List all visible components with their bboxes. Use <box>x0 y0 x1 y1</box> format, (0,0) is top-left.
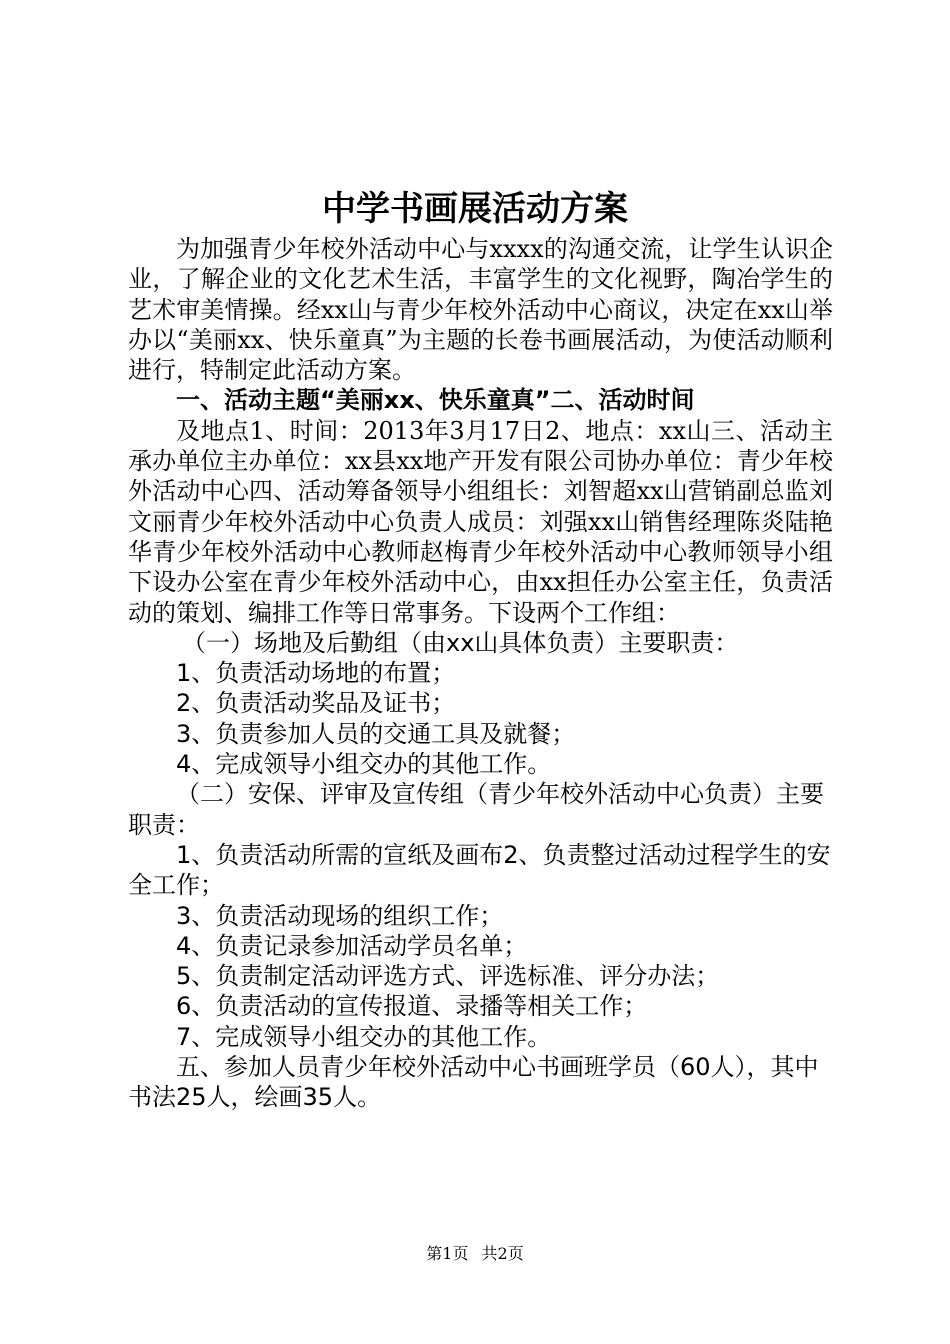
group-2-item: 4、负责记录参加活动学员名单； <box>176 931 528 960</box>
group-1-item: 1、负责活动场地的布置； <box>176 659 456 688</box>
group-2-item: 3、负责活动现场的组织工作； <box>176 901 504 930</box>
intro-paragraph: 为加强青少年校外活动中心与xxxx的沟通交流，让学生认识企业，了解企业的文化艺术生活，丰富学生的文化视野，陶冶学生的艺术审美情操。经xx山与青少年校外活动中心商议，决定在xx山举办以“美丽xx、快乐童真”为主题的长卷书画展活动，为使活动顺利进行，特制定此活动方案。 <box>128 235 833 385</box>
group-2-heading: （二）安保、评审及宣传组（青少年校外活动中心负责）主要职责： <box>128 780 824 839</box>
document-title: 中学书画展活动方案 <box>322 189 628 229</box>
page-total: 共2页 <box>481 1244 524 1263</box>
section-5-participants: 五、参加人员青少年校外活动中心书画班学员（60人），其中书法25人，绘画35人。 <box>128 1053 819 1112</box>
group-1-item: 4、完成领导小组交办的其他工作。 <box>176 750 552 779</box>
group-2-item: 5、负责制定活动评选方式、评选标准、评分办法； <box>176 962 720 991</box>
page-footer <box>0 1242 950 1266</box>
group-1-item: 2、负责活动奖品及证书； <box>176 689 456 718</box>
group-2-item: 6、负责活动的宣传报道、录播等相关工作； <box>176 992 648 1021</box>
details-paragraph: 及地点1、时间：2013年3月17日2、地点：xx山三、活动主承办单位主办单位：xx县xx地产开发有限公司协办单位：青少年校外活动中心四、活动筹备领导小组组长：刘智超xx山营销副总监刘文丽青少年校外活动中心负责人成员：刘强xx山销售经理陈炎陆艳华青少年校外活动中心教师赵梅青少年校外活动中心教师领导小组下设办公室在青少年校外活动中心，由xx担任办公室主任，负责活动的策划、编排工作等日常事务。下设两个工作组： <box>128 416 833 627</box>
group-2-item: 1、负责活动所需的宣纸及画布2、负责整过活动过程学生的安全工作； <box>128 840 831 900</box>
section-heading-theme-time: 一、活动主题“美丽xx、快乐童真”二、活动时间 <box>176 386 695 415</box>
group-1-item: 3、负责参加人员的交通工具及就餐； <box>176 719 576 748</box>
group-2-item: 7、完成领导小组交办的其他工作。 <box>176 1022 552 1051</box>
group-1-heading: （一）场地及后勤组（由xx山具体负责）主要职责： <box>182 628 739 657</box>
document-body <box>128 234 833 1113</box>
page-number: 第1页 <box>426 1244 469 1263</box>
